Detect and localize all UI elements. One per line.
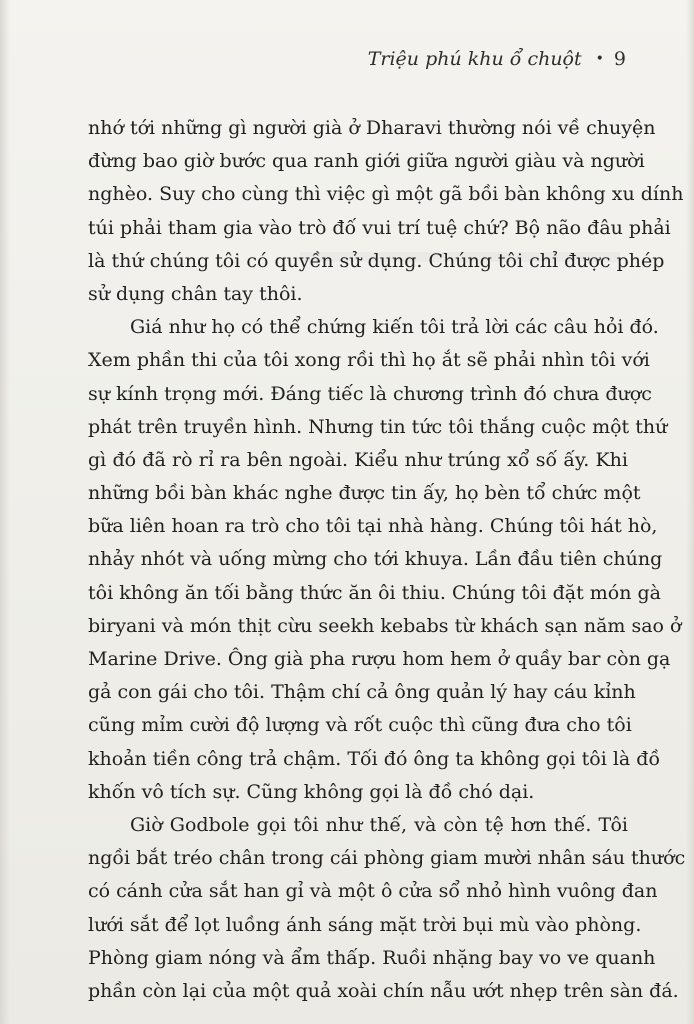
- paragraph: [88, 311, 682, 809]
- text-line: Marine Drive. Ông già pha rượu hom hem ở quầy bar còn gạ: [88, 648, 671, 670]
- text-line: gì đó đã rò rỉ ra bên ngoài. Kiểu như trúng xổ số ấy. Khi: [88, 448, 628, 471]
- text-line: biryani và món thịt cừu seekh kebabs từ khách sạn năm sao ở: [88, 614, 682, 637]
- paragraph: [88, 112, 684, 311]
- running-head-separator: •: [595, 51, 604, 67]
- text-line: phần còn lại của một quả xoài chín nẫu ướt nhẹp trên sàn đá.: [88, 979, 679, 1002]
- text-line: Phòng giam nóng và ẩm thấp. Ruồi nhặng bay vo ve quanh: [88, 946, 656, 969]
- text-line: bữa liên hoan ra trò cho tôi tại nhà hàng. Chúng tôi hát hò,: [88, 515, 658, 538]
- paragraph: [88, 809, 686, 1008]
- text-line: tôi không ăn tối bằng thức ăn ôi thiu. Chúng tôi đặt món gà: [88, 581, 661, 604]
- page-number: 9: [613, 48, 626, 70]
- page-edge-shadow-left: [0, 0, 10, 1024]
- text-line: có cánh cửa sắt han gỉ và một ô cửa sổ nhỏ hình vuông đan: [88, 880, 658, 903]
- text-line: đừng bao giờ bước qua ranh giới giữa người giàu và người: [88, 150, 645, 173]
- text-line: nhảy nhót và uống mừng cho tới khuya. Lần đầu tiên chúng: [88, 548, 663, 571]
- text-line: là thứ chúng tôi có quyền sử dụng. Chúng tôi chỉ được phép: [88, 249, 665, 272]
- page-edge-shadow-right: [686, 0, 694, 1024]
- text-line: Giá như họ có thể chứng kiến tôi trả lời các câu hỏi đó.: [130, 316, 659, 339]
- text-line: nhớ tới những gì người già ở Dharavi thường nói về chuyện: [88, 117, 656, 139]
- text-line: cũng mỉm cười độ lượng và rốt cuộc thì cũng đưa cho tôi: [88, 714, 632, 737]
- text-line: sử dụng chân tay thôi.: [88, 282, 303, 305]
- text-line: phát trên truyền hình. Nhưng tin tức tôi thắng cuộc một thứ: [88, 415, 668, 438]
- text-line: Xem phần thi của tôi xong rồi thì họ ắt sẽ phải nhìn tôi với: [88, 349, 650, 372]
- running-head: [368, 48, 626, 70]
- running-head-title: Triệu phú khu ổ chuột: [367, 48, 582, 70]
- text-line: túi phải tham gia vào trò đố vui trí tuệ chứ? Bộ não đâu phải: [88, 216, 671, 239]
- body-text: [88, 112, 686, 1008]
- text-line: khoản tiền công trả chậm. Tối đó ông ta không gọi tôi là đồ: [88, 747, 661, 770]
- text-line: lưới sắt để lọt luồng ánh sáng mặt trời bụi mù vào phòng.: [88, 913, 642, 936]
- text-line: nghèo. Suy cho cùng thì việc gì một gã bồi bàn không xu dính: [88, 183, 684, 206]
- text-line: sự kính trọng mới. Đáng tiếc là chương trình đó chưa được: [88, 382, 652, 405]
- text-line: Giờ Godbole gọi tôi như thế, và còn tệ hơn thế. Tôi: [130, 813, 628, 836]
- text-line: khốn vô tích sự. Cũng không gọi là đồ chó dại.: [88, 780, 535, 803]
- text-line: gả con gái cho tôi. Thậm chí cả ông quản lý hay cáu kỉnh: [88, 681, 636, 704]
- text-line: những bồi bàn khác nghe được tin ấy, họ bèn tổ chức một: [88, 482, 641, 505]
- text-line: ngồi bắt tréo chân trong cái phòng giam mười nhân sáu thước: [88, 847, 686, 870]
